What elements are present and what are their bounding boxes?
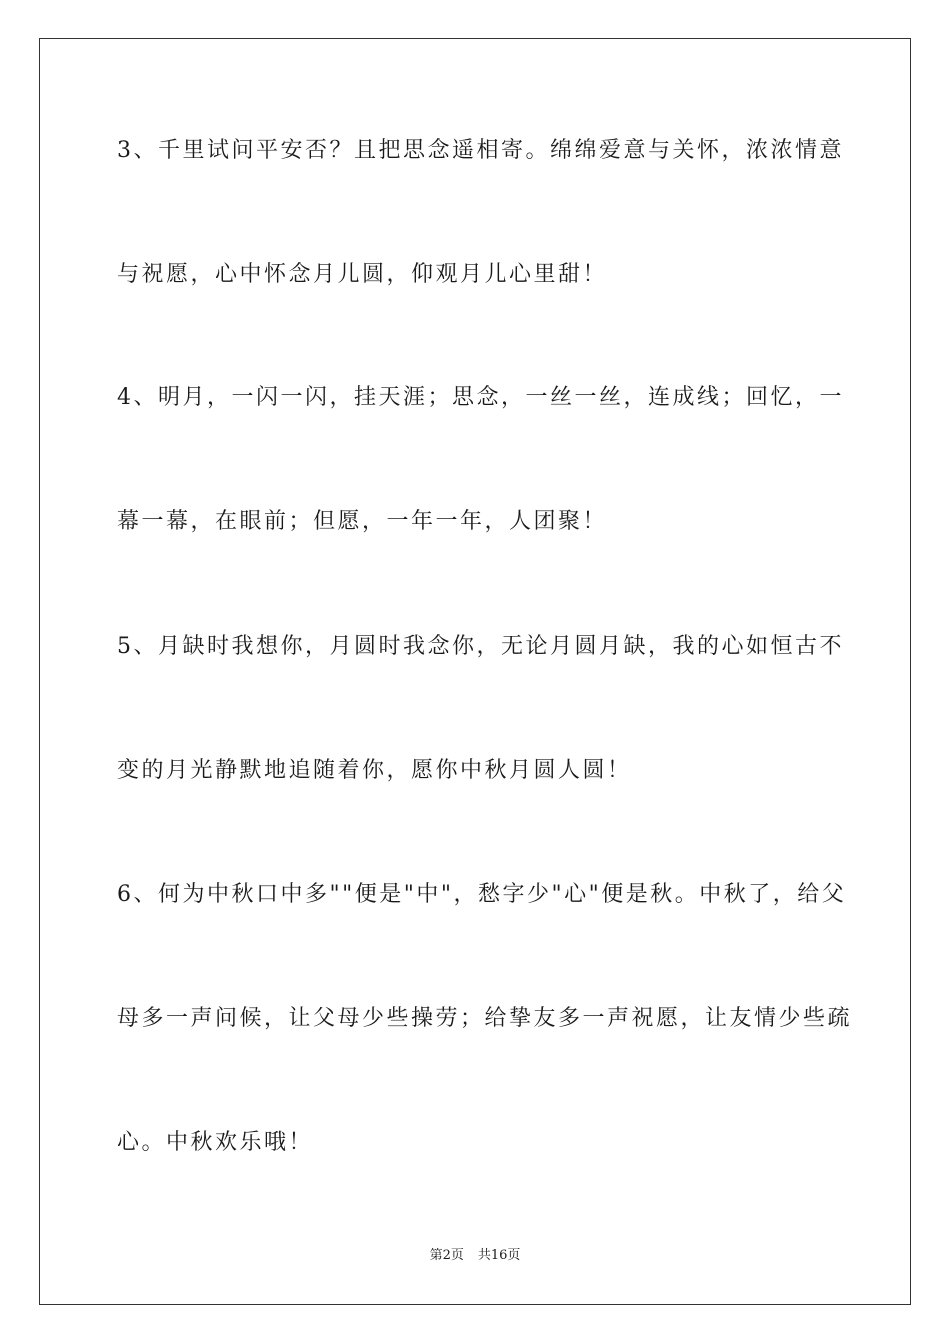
page-footer	[0, 1248, 950, 1264]
text-line: 母多一声问候，让父母少些操劳；给挚友多一声祝愿，让友情少些疏	[117, 1006, 853, 1031]
page-number: 第2页	[429, 1248, 464, 1263]
text-line: 3、千里试问平安否？且把思念遥相寄。绵绵爱意与关怀，浓浓情意	[117, 138, 844, 163]
text-line: 幕一幕，在眼前；但愿，一年一年，人团聚！	[117, 509, 608, 534]
text-line: 变的月光静默地追随着你，愿你中秋月圆人圆！	[117, 758, 632, 783]
page-total: 共16页	[477, 1248, 521, 1263]
page-border	[39, 38, 911, 1305]
text-line: 5、月缺时我想你，月圆时我念你，无论月圆月缺，我的心如恒古不	[117, 634, 844, 659]
text-line: 心。中秋欢乐哦！	[117, 1130, 314, 1155]
text-line: 6、何为中秋口中多""便是"中"，愁字少"心"便是秋。中秋了，给父	[117, 882, 847, 907]
text-line: 与祝愿，心中怀念月儿圆，仰观月儿心里甜！	[117, 262, 608, 287]
text-line: 4、明月，一闪一闪，挂天涯；思念，一丝一丝，连成线；回忆，一	[117, 385, 844, 410]
